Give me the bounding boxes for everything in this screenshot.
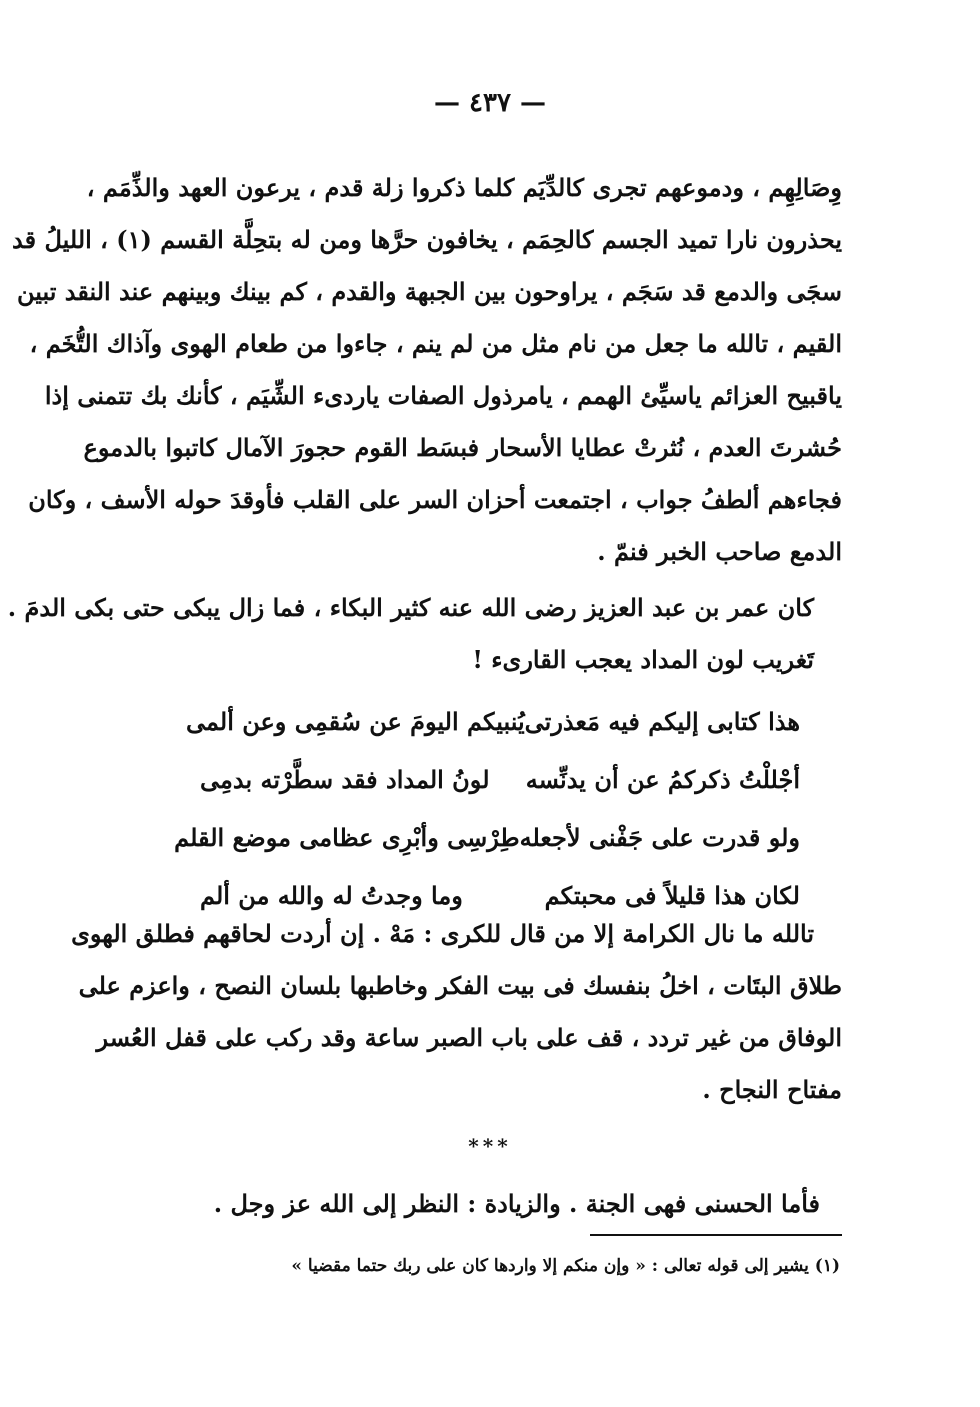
paragraph-3-line: الوفاق من غير تردد ، قف على باب الصبر ساعة وقد ركب على قفل العُسر: [96, 1023, 842, 1052]
paragraph-1-line: يحذرون نارا تميد الجسم كالحِمَم ، يخافون حرَّها ومن له بتحِلَّة القسم (١) ، الليلُ قد: [12, 225, 842, 254]
poem-second-hemistich: طِرْسِى وأبْرِى عظامى موضع القلم: [174, 823, 520, 852]
poem-verse: [200, 751, 800, 809]
poem-verse: [174, 809, 800, 867]
page-number: — ٤٣٧ —: [433, 88, 547, 118]
poem-verse: [186, 693, 800, 751]
paragraph-2-line: كان عمر بن عبد العزيز رضى الله عنه كثير البكاء ، فما زال يبكى حتى بكى الدمَ .: [7, 593, 814, 622]
poem-first-hemistich: لكان هذا قليلاً فى محبتكم: [544, 881, 800, 910]
paragraph-3: [71, 908, 842, 1116]
section-separator: ***: [468, 1134, 512, 1158]
paragraph-1-line: القيم ، تالله ما جعل من نام مثل من لم ينم ، جاءوا من طعام الهوى وآذاك التُّخَم ،: [29, 329, 842, 358]
footnote: (١) يشير إلى قوله تعالى : « وإن منكم إلا واردها كان على ربك حتما مقضيا »: [291, 1256, 840, 1276]
footnote-rule: [590, 1234, 842, 1236]
paragraph-2: [7, 582, 842, 686]
poem-second-hemistich: وما وجدتُ له والله من ألم: [200, 881, 463, 910]
poem-second-hemistich: يُنبيكم اليومَ عن سُقمِى وعن ألمى: [186, 707, 525, 736]
poem-first-hemistich: ولو قدرت على جَفْنى لأجعله: [519, 823, 800, 852]
poem-first-hemistich: هذا كتابى إليكم فيه مَعذرتى: [524, 707, 800, 736]
paragraph-1-line: الدمع صاحب الخبر فنمّ .: [597, 537, 842, 566]
paragraph-1-line: فجاءهم ألطفُ جواب ، اجتمعت أحزان السر على القلب فأوقدَ حوله الأسف ، وكان: [28, 485, 842, 514]
paragraph-1-line: وِصَالِهِم ، ودموعهم تجرى كالدِّيَم كلما ذكروا زلة قدم ، يرعون العهد والذِّمَم ،: [86, 173, 842, 202]
poem-second-hemistich: لونُ المداد فقد سطَّرْته بدمِى: [200, 765, 490, 794]
poem-first-hemistich: أجْللْتُ ذكركمُ عن أن يدنِّسه: [525, 765, 800, 794]
paragraph-3-line: تالله ما نال الكرامة إلا من قال للكرى : مَهْ . إن أردت لحاقهم فطلق الهوى: [71, 919, 814, 948]
paragraph-1-line: سجَى والدمع قد سَجَم ، يراوحون بين الجبهة والقدم ، كم بينك وبينهم عند النقد تبين: [16, 277, 842, 306]
paragraph-1-line: ياقبيح العزائم ياسيِّئ الهمم ، يامرذول الصفات ياردىء الشِّيَم ، كأنك بك تتمنى إذا: [44, 381, 842, 410]
paragraph-1: [12, 162, 842, 578]
paragraph-3-line: مفتاح النجاح .: [702, 1075, 842, 1104]
paragraph-4: فأما الحسنى فهى الجنة . والزيادة : النظر إلى الله عز وجل .: [213, 1189, 820, 1218]
paragraph-3-line: طلاق البتَات ، اخلُ بنفسك فى بيت الفكر وخاطبها بلسان النصح ، واعزم على: [78, 971, 842, 1000]
paragraph-2-line: تَغريب لون المداد يعجب القارىء !: [472, 645, 814, 674]
paragraph-1-line: حُشرتَ العدم ، نُثرتْ عطايا الأسحار فبسَط القوم حجورَ الآمال كاتبوا بالدموع: [83, 433, 842, 462]
poem: [174, 693, 800, 925]
